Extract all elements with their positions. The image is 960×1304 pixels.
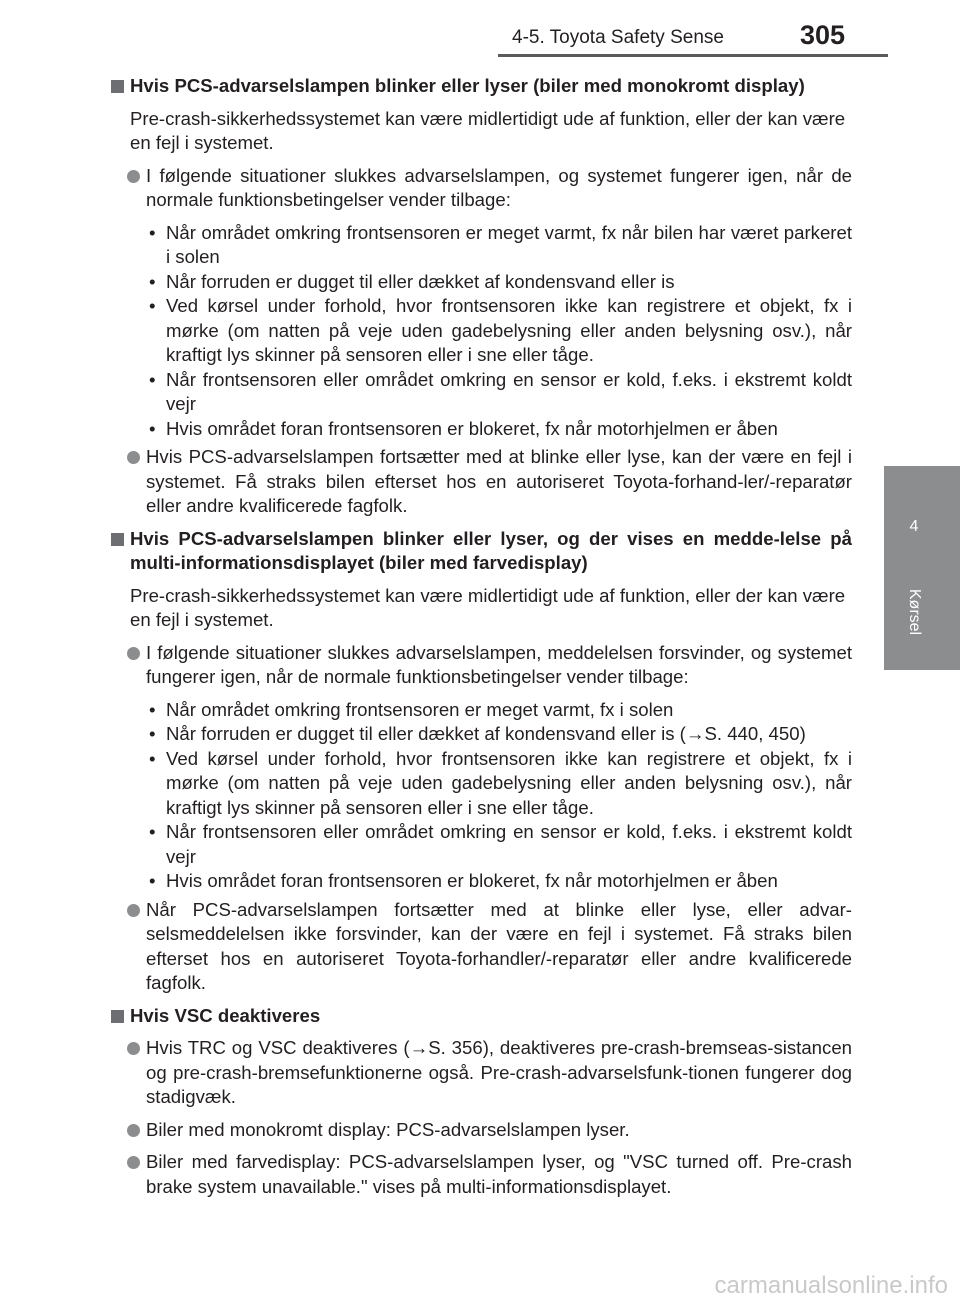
list-item: • Når forruden er dugget til eller dækket af kondensvand eller is (→S. 440, 450) — [149, 723, 806, 744]
circle-bullet-icon — [127, 1156, 140, 1169]
list-item: • Når forruden er dugget til eller dækket af kondensvand eller is — [149, 270, 675, 292]
circle-bullet-item: I følgende situationer slukkes advarselslampen, meddelelsen forsvinder, og systemet fungerer igen, når de normale funktionsbetingelser vender tilbage: — [110, 641, 852, 690]
chapter-tab — [884, 466, 960, 670]
list-item: • Hvis området foran frontsensoren er blokeret, fx når motorhjelmen er åben — [149, 870, 778, 891]
circle-bullet-item: Hvis PCS-advarselslampen fortsætter med at blinke eller lyse, kan der være en fejl i systemet. Få straks bilen efterset hos en autoriseret Toyota-forhand-ler/-reparatør eller andre kvalificerede fagfolk. — [110, 445, 852, 519]
circle-bullet-icon — [127, 1042, 140, 1055]
list-item: • Hvis området foran frontsensoren er blokeret, fx når motorhjelmen er åben — [149, 417, 778, 439]
condition-list — [110, 698, 852, 894]
circle-bullet-icon — [127, 647, 140, 660]
list-item: • Når frontsensoren eller området omkring en sensor er kold, f.eks. i ekstremt koldt vejr — [149, 368, 852, 414]
header-rule — [498, 54, 888, 57]
list-item: • Ved kørsel under forhold, hvor frontsensoren ikke kan registrere et objekt, fx i mørke (om natten på veje uden gadebelysning eller anden belysning osv.), når kraftigt lys skinner på sensoren eller i sne eller tåge. — [149, 747, 852, 818]
section-heading: Hvis VSC deaktiveres — [110, 1004, 852, 1029]
section-heading: Hvis PCS-advarselslampen blinker eller lyser, og der vises en medde-lelse på multi-informationsdisplayet (biler med farvedisplay) — [110, 527, 852, 576]
circle-bullet-item: Biler med monokromt display: PCS-advarselslampen lyser. — [110, 1118, 852, 1143]
circle-bullet-icon — [127, 170, 140, 183]
list-item: • Når frontsensoren eller området omkring en sensor er kold, f.eks. i ekstremt koldt vejr — [149, 821, 852, 867]
page-number: 305 — [800, 20, 846, 50]
circle-bullet-item: Når PCS-advarselslampen fortsætter med at blinke eller lyse, eller advar-selsmeddelelsen ikke forsvinder, kan der være en fejl i systemet. Få straks bilen efterset hos en autoriseret Toyota-forhandler/-reparatør eller andre kvalificerede fagfolk. — [110, 898, 852, 996]
circle-bullet-item: Hvis TRC og VSC deaktiveres (→S. 356), deaktiveres pre-crash-bremseas-sistancen og pre-crash-bremsefunktionerne også. Pre-crash-advarselsfunk-tionen fungerer dog stadigvæk. — [110, 1036, 852, 1110]
square-bullet-icon — [111, 533, 124, 546]
list-item: • Ved kørsel under forhold, hvor frontsensoren ikke kan registrere et objekt, fx i mørke (om natten på veje uden gadebelysning eller anden belysning osv.), når kraftigt lys skinner på sensoren eller i sne eller tåge. — [149, 295, 852, 365]
section-intro: Pre-crash-sikkerhedssystemet kan være midlertidigt ude af funktion, eller der kan være en fejl i systemet. — [130, 584, 846, 630]
square-bullet-icon — [111, 80, 124, 93]
section-heading: Hvis PCS-advarselslampen blinker eller lyser (biler med monokromt display) — [110, 74, 852, 99]
chapter-label: Kørsel — [906, 588, 923, 636]
chapter-number: 4 — [909, 518, 919, 535]
list-item: • Når området omkring frontsensoren er meget varmt, fx når bilen har været parkeret i solen — [149, 221, 852, 267]
circle-bullet-item: Biler med farvedisplay: PCS-advarselslampen lyser, og "VSC turned off. Pre-crash brake system unavailable." vises på multi-informationsdisplayet. — [110, 1150, 852, 1199]
circle-bullet-icon — [127, 904, 140, 917]
list-item: • Når området omkring frontsensoren er meget varmt, fx i solen — [149, 698, 674, 720]
circle-bullet-item: I følgende situationer slukkes advarselslampen, og systemet fungerer igen, når de normale funktionsbetingelser vender tilbage: — [110, 164, 852, 213]
condition-list — [110, 221, 852, 442]
page-content — [110, 74, 852, 1207]
circle-bullet-icon — [127, 1124, 140, 1137]
page-header — [0, 14, 960, 64]
watermark: carmanualsonline.info — [714, 1272, 948, 1299]
square-bullet-icon — [111, 1010, 124, 1023]
section-intro: Pre-crash-sikkerhedssystemet kan være midlertidigt ude af funktion, eller der kan være en fejl i systemet. — [130, 107, 846, 153]
circle-bullet-icon — [127, 451, 140, 464]
section-title: 4-5. Toyota Safety Sense — [512, 27, 724, 48]
